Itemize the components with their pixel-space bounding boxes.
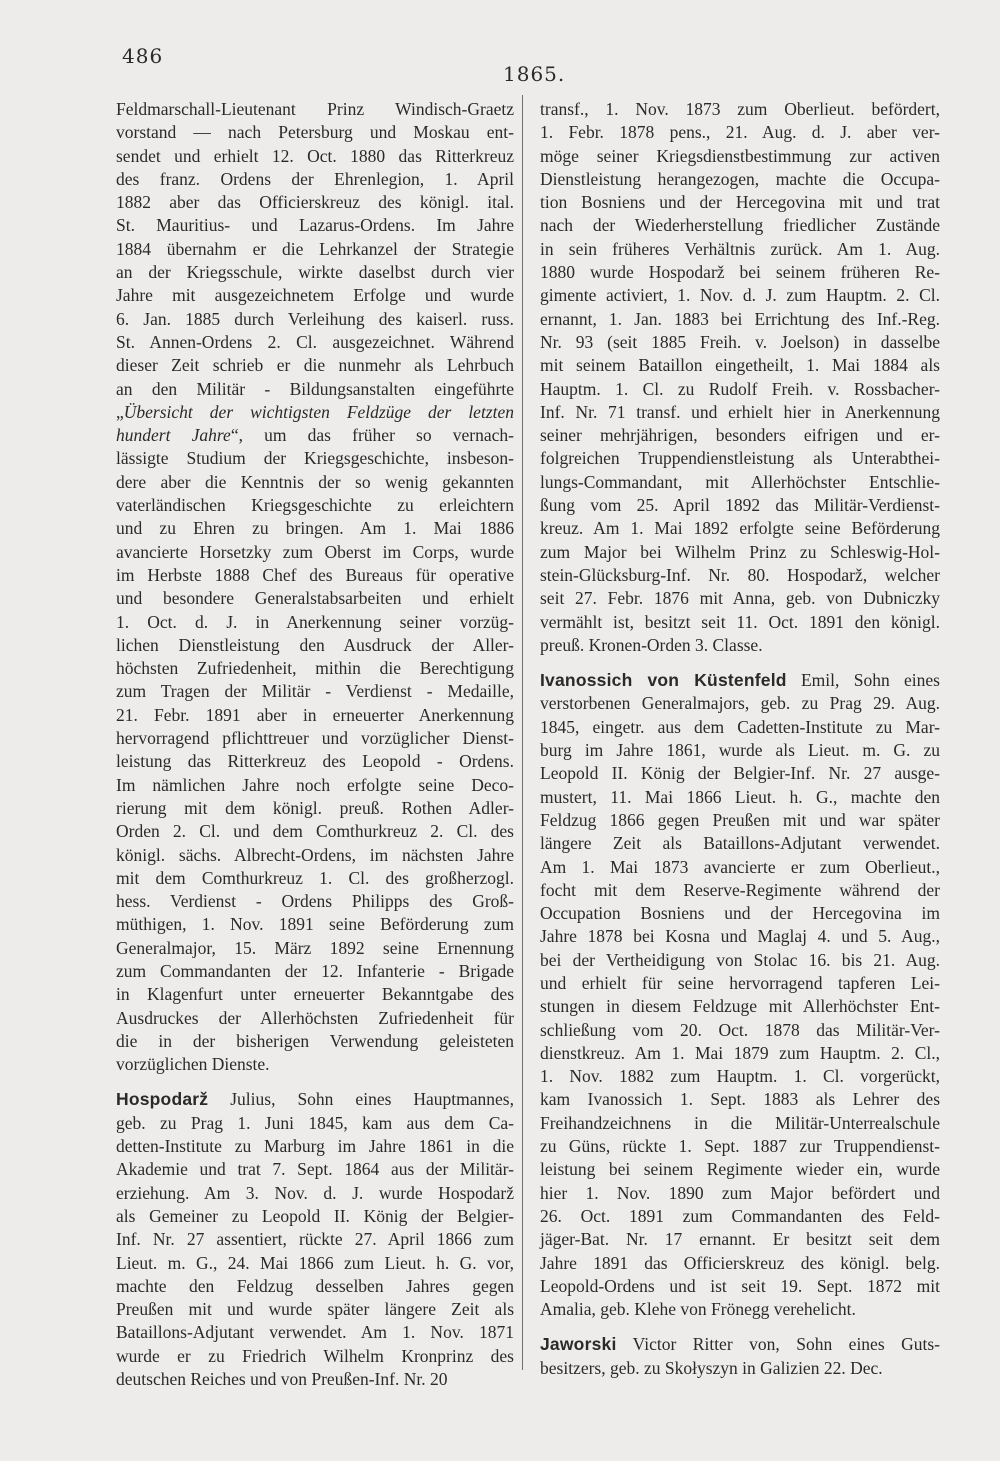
entry-name: Jaworski xyxy=(540,1334,617,1355)
column-rule xyxy=(522,95,523,1370)
text-line: Am 1. Mai 1873 avancierte er zum Oberlieut., xyxy=(540,856,940,877)
text-line: müthigen, 1. Nov. 1891 seine Beförderung zum xyxy=(116,914,514,935)
text-line: an den Militär - Bildungsanstalten eingeführte xyxy=(116,378,514,399)
text-line: hier 1. Nov. 1890 zum Major befördert und xyxy=(540,1182,940,1203)
text-line: Ausdruckes der Allerhöchsten Zufriedenheit für xyxy=(116,1007,514,1028)
text-line: Dienstleistung herangezogen, machte die Occupa- xyxy=(540,168,940,189)
text-line: kreuz. Am 1. Mai 1892 erfolgte seine Beförderung xyxy=(540,518,940,539)
text-line: im Herbste 1888 Chef des Bureaus für operative xyxy=(116,564,514,585)
text-line: stungen in diesem Feldzuge mit Allerhöchster Ent- xyxy=(540,996,940,1017)
entry-name: Hospodarž xyxy=(116,1089,209,1110)
text-line: Bataillons-Adjutant verwendet. Am 1. Nov. 1871 xyxy=(116,1322,514,1343)
text-line: ernannt, 1. Jan. 1883 bei Errichtung des Inf.-Reg. xyxy=(540,308,940,329)
text-line: vaterländischen Kriegsgeschichte zu erleichtern xyxy=(116,495,514,516)
text-line: gimente activiert, 1. Nov. d. J. zum Hauptm. 2. Cl. xyxy=(540,285,940,306)
text-line: Jahre 1891 das Officierskreuz des königl. belg. xyxy=(540,1252,940,1273)
text-line: Im nämlichen Jahre noch erfolgte seine Deco- xyxy=(116,774,514,795)
text-line: des franz. Ordens der Ehrenlegion, 1. April xyxy=(116,168,514,189)
text-line: seit 27. Febr. 1876 mit Anna, geb. von Dubniczky xyxy=(540,588,940,609)
text-line: lichen Dienstleistung den Ausdruck der Aller- xyxy=(116,634,514,655)
text-line: hervorragend pflichttreuer und vorzüglicher Dienst- xyxy=(116,728,514,749)
text-line: Jahre 1878 bei Kosna und Maglaj 4. und 5. Aug., xyxy=(540,926,940,947)
book-title: hundert Jahre xyxy=(116,425,231,446)
text-line: St. Mauritius- und Lazarus-Ordens. Im Jahre xyxy=(116,215,514,236)
text-line: Jahre mit ausgezeichnetem Erfolge und wurde xyxy=(116,285,514,306)
right-column xyxy=(540,98,940,1380)
text-line: preuß. Kronen-Orden 3. Classe. xyxy=(540,634,763,655)
text-line: Hospodarž Julius, Sohn eines Hauptmannes, xyxy=(116,1089,514,1110)
text-line: stein-Glücksburg-Inf. Nr. 80. Hospodarž, welcher xyxy=(540,564,940,585)
text-line: Preußen mit und wurde später längere Zeit als xyxy=(116,1299,514,1320)
text-line: 21. Febr. 1891 aber in erneuerter Anerkennung xyxy=(116,704,514,725)
text-line: wurde er zu Friedrich Wilhelm Kronprinz des xyxy=(116,1345,514,1366)
text-line: vermählt ist, besitzt seit 11. Oct. 1891 den königl. xyxy=(540,611,940,632)
text-line: nach der Wiederherstellung friedlicher Zustände xyxy=(540,215,940,236)
text-line: transf., 1. Nov. 1873 zum Oberlieut. befördert, xyxy=(540,99,940,119)
entry-gap xyxy=(116,1076,514,1088)
text-line: 6. Jan. 1885 durch Verleihung des kaiserl. russ. xyxy=(116,308,514,329)
text-line: 1. Febr. 1878 pens., 21. Aug. d. J. aber ver- xyxy=(540,122,940,143)
text-line: seiner mehrjährigen, besonders eifrigen und er- xyxy=(540,425,940,446)
entry-name: Ivanossich von Küstenfeld xyxy=(540,670,787,691)
text-line: Amalia, geb. Klehe von Frönegg verehelicht. xyxy=(540,1299,856,1320)
text-line: mit dem Comthurkreuz 1. Cl. des großherzogl. xyxy=(116,867,514,888)
text-line: Nr. 93 (seit 1885 Freih. v. Joelson) in dasselbe xyxy=(540,331,940,352)
text-line: jäger-Bat. Nr. 17 ernannt. Er besitzt seit dem xyxy=(540,1229,940,1250)
text-line: 1884 übernahm er die Lehrkanzel der Strategie xyxy=(116,238,514,259)
text-line: 1880 wurde Hospodarž bei seinem früheren Re- xyxy=(540,262,940,283)
text-line: lässigte Studium der Kriegsgeschichte, insbeson- xyxy=(116,448,514,469)
text-line: Freihandzeichnens in die Militär-Unterrealschule xyxy=(540,1112,940,1133)
left-column xyxy=(116,98,514,1391)
text-line: und zu Ehren zu bringen. Am 1. Mai 1886 xyxy=(116,518,514,539)
text-line: St. Annen-Ordens 2. Cl. ausgezeichnet. Während xyxy=(116,331,514,352)
text-line: in Klagenfurt unter erneuerter Bekanntgabe des xyxy=(116,984,514,1005)
text-line: Inf. Nr. 71 transf. und erhielt hier in Anerkennung xyxy=(540,401,940,422)
text-line: besitzers, geb. zu Skołyszyn in Galizien 22. Dec. xyxy=(540,1357,883,1378)
text-line: bei der Vertheidigung von Stolac 16. bis 21. Aug. xyxy=(540,949,940,970)
text-line: focht mit dem Reserve-Regimente während der xyxy=(540,879,940,900)
text-line: die in der bisherigen Verwendung geleisteten xyxy=(116,1030,514,1051)
text-line: vorzüglichen Dienste. xyxy=(116,1054,270,1075)
text-line: leistung das Ritterkreuz des Leopold - Ordens. xyxy=(116,751,514,772)
text-line: längere Zeit als Bataillons-Adjutant verwendet. xyxy=(540,833,940,854)
text-line: 1. Nov. 1882 zum Hauptm. 1. Cl. vorgerückt, xyxy=(540,1066,940,1087)
text-line: Feldzug 1866 gegen Preußen mit und war später xyxy=(540,809,940,830)
text-line: verstorbenen Generalmajors, geb. zu Prag 29. Aug. xyxy=(540,693,940,714)
entry-gap xyxy=(540,1321,940,1333)
text-line: königl. sächs. Albrecht-Ordens, im nächsten Jahre xyxy=(116,844,514,865)
text-line: höchsten Zufriedenheit, mithin die Berechtigung xyxy=(116,658,514,679)
text-line: zum Commandanten der 12. Infanterie - Brigade xyxy=(116,960,514,981)
text-line: mustert, 11. Mai 1866 Lieut. h. G., machte den xyxy=(540,786,940,807)
text-line: an der Kriegsschule, wirkte daselbst durch vier xyxy=(116,262,514,283)
text-line: zum Tragen der Militär - Verdienst - Medaille, xyxy=(116,681,514,702)
text-line: hess. Verdienst - Ordens Philipps des Groß- xyxy=(116,891,514,912)
text-line: deutschen Reiches und von Preußen-Inf. Nr. 20 xyxy=(116,1369,448,1390)
text-line: Lieut. m. G., 24. Mai 1866 zum Lieut. h. G. vor, xyxy=(116,1252,514,1273)
text-line: Leopold-Ordens und ist seit 19. Sept. 1872 mit xyxy=(540,1275,940,1296)
text-line: dieser Zeit schrieb er die nunmehr als Lehrbuch xyxy=(116,355,514,376)
text-line: mit seinem Bataillon eingetheilt, 1. Mai 1884 als xyxy=(540,355,940,376)
text-line: Inf. Nr. 27 assentiert, rückte 27. April 1866 zum xyxy=(116,1229,514,1250)
text-line: Feldmarschall-Lieutenant Prinz Windisch-Graetz xyxy=(116,99,514,119)
text-line: machte den Feldzug desselben Jahres gegen xyxy=(116,1275,514,1296)
text-line: als Gemeiner zu Leopold II. König der Belgier- xyxy=(116,1205,514,1226)
text-line: dere aber die Kenntnis der so wenig gekannten xyxy=(116,471,514,492)
text-line: Akademie und trat 7. Sept. 1864 aus der Militär- xyxy=(116,1159,514,1180)
text-line: hundert Jahre“, um das früher so vernach- xyxy=(116,425,514,446)
text-line: tion Bosniens und der Hercegovina mit und trat xyxy=(540,192,940,213)
text-line: 1. Oct. d. J. in Anerkennung seiner vorzüg- xyxy=(116,611,514,632)
text-line: sendet und erhielt 12. Oct. 1880 das Ritterkreuz xyxy=(116,145,514,166)
text-line: und besondere Generalstabsarbeiten und erhielt xyxy=(116,588,514,609)
text-line: lungs-Commandant, mit Allerhöchster Entschlie- xyxy=(540,471,940,492)
text-line: avancierte Horsetzky zum Oberst im Corps, wurde xyxy=(116,541,514,562)
text-line: zum Major bei Wilhelm Prinz zu Schleswig-Hol- xyxy=(540,541,940,562)
book-title: Übersicht der wichtigsten Feldzüge der letzten xyxy=(123,401,514,422)
text-line: Jaworski Victor Ritter von, Sohn eines Guts- xyxy=(540,1334,940,1355)
text-line: Occupation Bosniens und der Hercegovina im xyxy=(540,903,940,924)
text-line: möge seiner Kriegsdienstbestimmung zur activen xyxy=(540,145,940,166)
text-line: schließung vom 20. Oct. 1878 das Militär-Ver- xyxy=(540,1019,940,1040)
text-line: in sein früheres Verhältnis zurück. Am 1. Aug. xyxy=(540,238,940,259)
text-line: Orden 2. Cl. und dem Comthurkreuz 2. Cl. des xyxy=(116,821,514,842)
text-line: kam Ivanossich 1. Sept. 1883 als Lehrer des xyxy=(540,1089,940,1110)
text-line: rierung mit dem königl. preuß. Rothen Adler- xyxy=(116,797,514,818)
text-line: erziehung. Am 3. Nov. d. J. wurde Hospodarž xyxy=(116,1182,514,1203)
text-line: 26. Oct. 1891 zum Commandanten des Feld- xyxy=(540,1205,940,1226)
text-line: detten-Institute zu Marburg im Jahre 1861 in die xyxy=(116,1136,514,1157)
text-line: und erhielt für seine hervorragend tapferen Lei- xyxy=(540,972,940,993)
text-line: dienstkreuz. Am 1. Mai 1879 zum Hauptm. 2. Cl., xyxy=(540,1042,940,1063)
text-line: Hauptm. 1. Cl. zu Rudolf Freih. v. Rossbacher- xyxy=(540,378,940,399)
text-line: zu Güns, rückte 1. Sept. 1887 zur Truppendienst- xyxy=(540,1136,940,1157)
page-number: 486 xyxy=(122,44,164,68)
text-line: 1882 aber das Officierskreuz des königl. ital. xyxy=(116,192,514,213)
text-line: vorstand — nach Petersburg und Moskau ent- xyxy=(116,122,514,143)
text-line: Generalmajor, 15. März 1892 seine Ernennung xyxy=(116,937,514,958)
text-line: burg im Jahre 1861, wurde als Lieut. m. G. zu xyxy=(540,740,940,761)
text-line: „Übersicht der wichtigsten Feldzüge der letzten xyxy=(116,401,514,422)
entry-gap xyxy=(540,657,940,669)
text-line: Leopold II. König der Belgier-Inf. Nr. 27 ausge- xyxy=(540,763,940,784)
text-line: Ivanossich von Küstenfeld Emil, Sohn eines xyxy=(540,670,940,691)
text-line: folgreichen Truppendienstleistung als Unterabthei- xyxy=(540,448,940,469)
text-line: geb. zu Prag 1. Juni 1845, kam aus dem Ca- xyxy=(116,1112,514,1133)
text-line: leistung bei seinem Regimente wieder ein, wurde xyxy=(540,1159,940,1180)
year-header: 1865. xyxy=(503,62,566,86)
text-line: ßung vom 25. April 1892 das Militär-Verdienst- xyxy=(540,495,940,516)
text-line: 1845, eingetr. aus dem Cadetten-Institute zu Mar- xyxy=(540,716,940,737)
